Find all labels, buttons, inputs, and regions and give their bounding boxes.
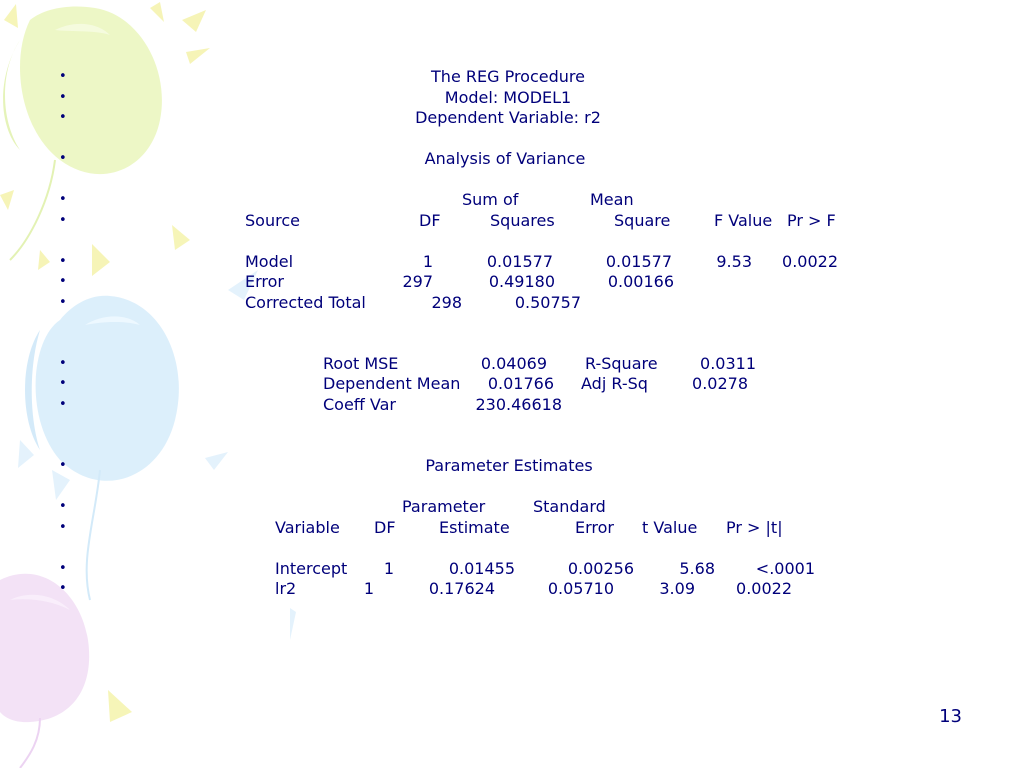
slide-line — [0, 108, 1024, 128]
anova-cell-ss: 0.49180 — [488, 272, 555, 291]
params-cell-estimate: 0.17624 — [428, 579, 495, 598]
bullet-glyph: • — [59, 356, 67, 371]
anova-cell-df: 1 — [422, 252, 433, 271]
params-cell-error: 0.05710 — [547, 579, 614, 598]
fit-value: 230.46618 — [475, 395, 562, 414]
slide-line — [0, 497, 1024, 517]
bullet-glyph: • — [59, 458, 67, 473]
params-cell-t: 3.09 — [659, 579, 695, 598]
anova-header-sum-of: Sum of — [462, 190, 519, 209]
bullet-glyph: • — [59, 254, 67, 269]
anova-title: Analysis of Variance — [424, 149, 586, 168]
fit-label: Coeff Var — [323, 395, 396, 414]
anova-header-squares: Squares — [490, 211, 555, 230]
anova-header-mean: Mean — [590, 190, 634, 209]
params-header-pr-t: Pr > |t| — [726, 518, 783, 537]
params-cell-estimate: 0.01455 — [448, 559, 515, 578]
anova-header-f-value: F Value — [714, 211, 773, 230]
model-title: Model: MODEL1 — [444, 88, 572, 107]
dependent-variable-title: Dependent Variable: r2 — [415, 108, 601, 127]
anova-cell-p: 0.0022 — [782, 252, 838, 271]
params-row — [0, 579, 1024, 599]
procedure-title: The REG Procedure — [431, 67, 585, 86]
fit-label-2: Adj R-Sq — [581, 374, 648, 393]
fit-row — [0, 374, 1024, 394]
bullet-glyph: • — [59, 69, 67, 84]
bullet-glyph: • — [59, 192, 67, 207]
anova-cell-df: 298 — [431, 293, 462, 312]
bullet-glyph: • — [59, 151, 67, 166]
anova-cell-ms: 0.01577 — [605, 252, 672, 271]
bullet-glyph: • — [59, 110, 67, 125]
params-cell-variable: Intercept — [275, 559, 348, 578]
slide-page-number: 13 — [939, 706, 962, 727]
slide-line — [0, 456, 1024, 476]
params-row — [0, 559, 1024, 579]
anova-header-pr-f: Pr > F — [787, 211, 836, 230]
params-header-standard: Standard — [533, 497, 606, 516]
params-header-row — [0, 518, 1024, 538]
bullet-glyph: • — [59, 90, 67, 105]
params-cell-df: 1 — [363, 579, 374, 598]
bullet-glyph: • — [59, 581, 67, 596]
bullet-glyph: • — [59, 295, 67, 310]
anova-cell-source: Corrected Total — [245, 293, 366, 312]
slide-line — [0, 190, 1024, 210]
parameter-estimates-title: Parameter Estimates — [425, 456, 593, 475]
anova-header-df: DF — [419, 211, 441, 230]
anova-header-source: Source — [245, 211, 300, 230]
anova-cell-df: 297 — [402, 272, 433, 291]
bullet-glyph: • — [59, 213, 67, 228]
anova-header-square: Square — [614, 211, 671, 230]
params-header-error: Error — [575, 518, 614, 537]
params-header-df: DF — [374, 518, 396, 537]
fit-label-2: R-Square — [585, 354, 658, 373]
fit-value-2: 0.0311 — [700, 354, 756, 373]
fit-label: Root MSE — [323, 354, 399, 373]
params-cell-variable: lr2 — [275, 579, 297, 598]
bullet-glyph: • — [59, 499, 67, 514]
anova-cell-ss: 0.01577 — [486, 252, 553, 271]
fit-row — [0, 354, 1024, 374]
anova-cell-source: Error — [245, 272, 284, 291]
fit-row — [0, 395, 1024, 415]
slide-line — [0, 67, 1024, 87]
bullet-glyph: • — [59, 520, 67, 535]
slide-line — [0, 149, 1024, 169]
params-cell-df: 1 — [383, 559, 394, 578]
params-header-estimate: Estimate — [439, 518, 510, 537]
params-header-parameter: Parameter — [402, 497, 486, 516]
anova-cell-ms: 0.00166 — [607, 272, 674, 291]
slide-line — [0, 88, 1024, 108]
fit-value: 0.01766 — [487, 374, 554, 393]
bullet-glyph: • — [59, 376, 67, 391]
anova-row — [0, 252, 1024, 272]
bullet-glyph: • — [59, 561, 67, 576]
fit-value-2: 0.0278 — [692, 374, 748, 393]
bullet-glyph: • — [59, 397, 67, 412]
anova-cell-f: 9.53 — [716, 252, 752, 271]
bullet-glyph: • — [59, 274, 67, 289]
params-header-t-value: t Value — [642, 518, 698, 537]
fit-value: 0.04069 — [480, 354, 547, 373]
anova-cell-source: Model — [245, 252, 294, 271]
fit-label: Dependent Mean — [323, 374, 461, 393]
params-cell-p: <.0001 — [755, 559, 815, 578]
params-cell-p: 0.0022 — [736, 579, 792, 598]
anova-row — [0, 293, 1024, 313]
anova-header-row — [0, 211, 1024, 231]
anova-cell-ss: 0.50757 — [514, 293, 581, 312]
params-cell-t: 5.68 — [679, 559, 715, 578]
params-header-variable: Variable — [275, 518, 340, 537]
anova-row — [0, 272, 1024, 292]
params-cell-error: 0.00256 — [567, 559, 634, 578]
